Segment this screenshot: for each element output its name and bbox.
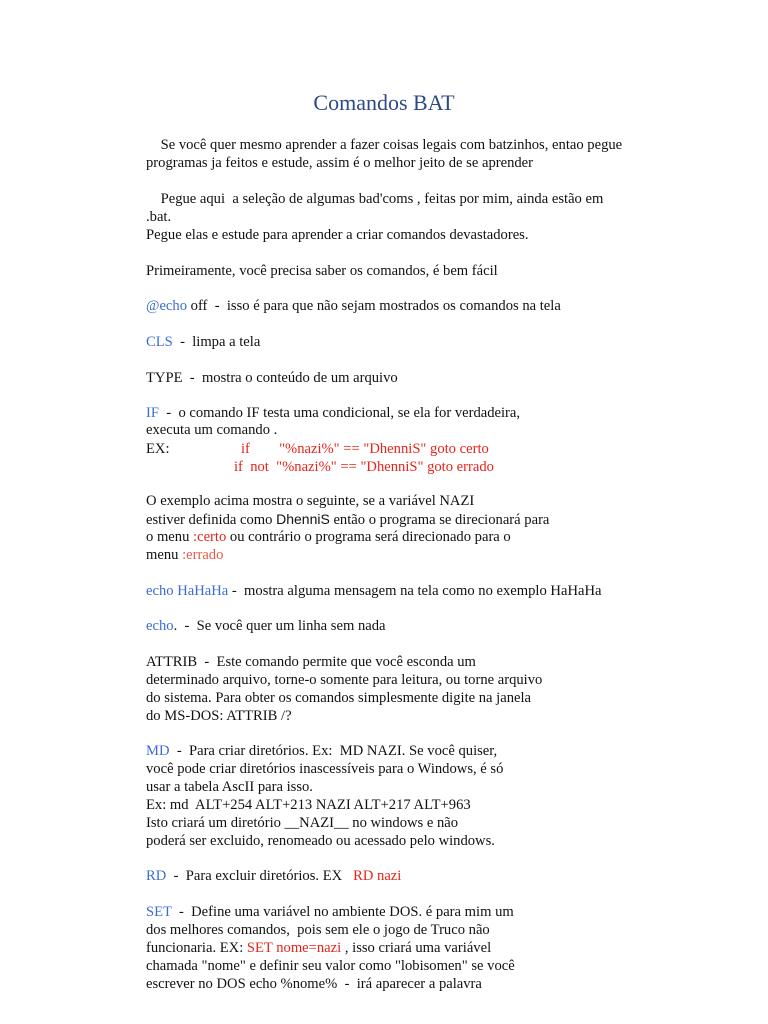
exemplo-line-4-a: menu xyxy=(146,547,183,563)
exemplo-line-2 xyxy=(146,510,549,529)
pegue-line-3: Pegue elas e estude para aprender a criar comandos devastadores. xyxy=(146,227,529,243)
md-line-2: você pode criar diretórios inascessíveis para o Windows, é só xyxy=(146,761,504,777)
echo-msg-description: - mostra alguma mensagem na tela como no exemplo HaHaHa xyxy=(228,583,602,599)
md-line-5: Isto criará um diretório __NAZI__ no windows e não xyxy=(146,815,459,831)
echo-off-command: @echo xyxy=(146,298,187,314)
set-command: SET xyxy=(146,904,172,920)
set-line-4: chamada "nome" e definir seu valor como "lobisomen" se você xyxy=(146,958,515,974)
if-command: IF xyxy=(146,405,159,421)
cls-line xyxy=(146,333,260,351)
md-line-3: usar a tabela AscII para isso. xyxy=(146,779,313,795)
set-line-2: dos melhores comandos, pois sem ele o jogo de Truco não xyxy=(146,922,490,938)
set-line-1 xyxy=(146,903,514,921)
rd-line xyxy=(146,867,401,885)
exemplo-line-3-c: ou contrário o programa será direcionado para o xyxy=(226,529,511,545)
set-line-3-c: , isso criará uma variável xyxy=(341,940,492,956)
set-example: SET nome=nazi xyxy=(246,940,342,956)
intro-line-1: Se você quer mesmo aprender a fazer coisas legais com batzinhos, entao pegue xyxy=(146,137,623,153)
exemplo-dhennis: DhenniS xyxy=(276,511,330,527)
attrib-line-1: ATTRIB - Este comando permite que você esconda um xyxy=(146,654,476,670)
echo-dot-line xyxy=(146,617,386,635)
md-line-4: Ex: md ALT+254 ALT+213 NAZI ALT+217 ALT+963 xyxy=(146,797,471,813)
exemplo-errado-label: :errado xyxy=(182,547,224,563)
if-line-1 xyxy=(146,404,520,422)
md-command: MD xyxy=(146,743,170,759)
set-line-5: escrever no DOS echo %nome% - irá aparecer a palavra xyxy=(146,976,482,992)
md-line-1 xyxy=(146,742,497,760)
echo-off-line xyxy=(146,297,561,315)
md-line-6: poderá ser excluido, renomeado ou acessado pelo windows. xyxy=(146,833,495,849)
primeiramente-line: Primeiramente, você precisa saber os comandos, é bem fácil xyxy=(146,263,498,279)
exemplo-line-4 xyxy=(146,546,223,564)
exemplo-line-3 xyxy=(146,528,511,546)
echo-msg-command: echo HaHaHa xyxy=(146,583,229,599)
rd-example: RD nazi xyxy=(353,868,402,884)
echo-dot-command: echo xyxy=(146,618,174,634)
exemplo-line-1: O exemplo acima mostra o seguinte, se a variável NAZI xyxy=(146,493,475,509)
attrib-line-2: determinado arquivo, torne-o somente para leitura, ou torne arquivo xyxy=(146,672,543,688)
page-title: Comandos BAT xyxy=(313,90,455,115)
pegue-line-2: .bat. xyxy=(146,209,172,225)
set-description: - Define uma variável no ambiente DOS. é para mim um xyxy=(171,904,514,920)
exemplo-line-2-c: então o programa se direcionará para xyxy=(329,512,550,528)
pegue-line-1: Pegue aqui a seleção de algumas bad'coms , feitas por mim, ainda estão em xyxy=(146,191,604,207)
if-description: - o comando IF testa uma condicional, se ela for verdadeira, xyxy=(158,405,521,421)
attrib-line-3: do sistema. Para obter os comandos simplesmente digite na janela xyxy=(146,690,532,706)
if-example-2: if not "%nazi%" == "DhenniS" goto errado xyxy=(234,459,494,475)
exemplo-line-3-a: o menu xyxy=(146,529,194,545)
exemplo-certo-label: :certo xyxy=(193,529,227,545)
rd-description: - Para excluir diretórios. EX xyxy=(166,868,354,884)
echo-msg-line xyxy=(146,582,601,600)
type-line: TYPE - mostra o conteúdo de um arquivo xyxy=(146,370,398,386)
exemplo-line-2-a: estiver definida como xyxy=(146,512,277,528)
set-line-3 xyxy=(146,939,491,957)
rd-command: RD xyxy=(146,868,167,884)
attrib-line-4: do MS-DOS: ATTRIB /? xyxy=(146,708,292,724)
intro-line-2: programas ja feitos e estude, assim é o melhor jeito de se aprender xyxy=(146,155,534,171)
echo-dot-description: . - Se você quer um linha sem nada xyxy=(173,618,386,634)
if-example-1: if "%nazi%" == "DhenniS" goto certo xyxy=(241,441,489,457)
md-description: - Para criar diretórios. Ex: MD NAZI. Se você quiser, xyxy=(169,743,498,759)
echo-off-description: off - isso é para que não sejam mostrados os comandos na tela xyxy=(187,298,561,314)
set-line-3-a: funcionaria. EX: xyxy=(146,940,247,956)
if-ex-label: EX: xyxy=(146,441,170,457)
cls-command: CLS xyxy=(146,334,173,350)
if-line-2: executa um comando . xyxy=(146,422,278,438)
cls-description: - limpa a tela xyxy=(172,334,261,350)
